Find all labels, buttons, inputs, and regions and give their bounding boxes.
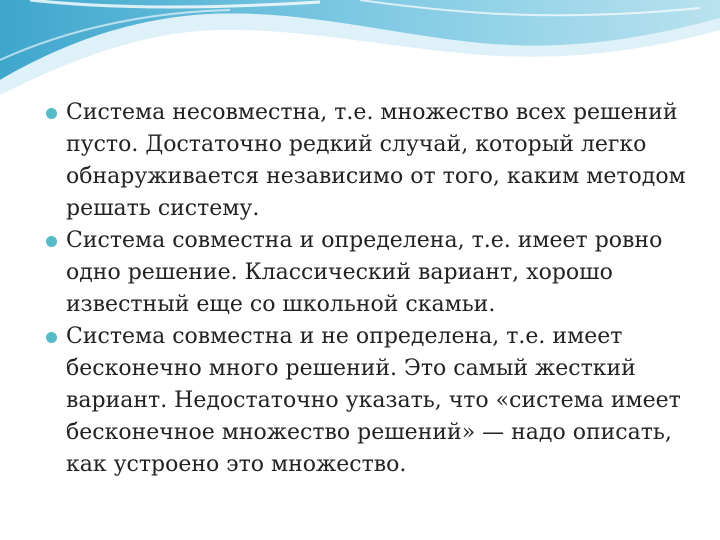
bullet-list — [46, 97, 696, 481]
bullet-item — [46, 97, 696, 225]
bullet-text: Система совместна и не определена, т.е. имеет бесконечно много решений. Это самый жесткий вариант. Недостаточно указать, что «система имеет бесконечное множество решений» — надо описать, как устроено это множество. — [66, 324, 681, 477]
bullet-dot-icon — [46, 332, 57, 343]
bullet-item — [46, 321, 696, 481]
bullet-item — [46, 225, 696, 321]
bullet-dot-icon — [46, 236, 57, 247]
bullet-text: Система совместна и определена, т.е. имеет ровно одно решение. Классический вариант, хорошо известный еще со школьной скамьи. — [66, 228, 663, 317]
bullet-dot-icon — [46, 108, 57, 119]
slide-content — [46, 97, 696, 481]
bullet-text: Система несовместна, т.е. множество всех решений пусто. Достаточно редкий случай, который легко обнаруживается независимо от того, каким методом решать систему. — [66, 100, 686, 221]
